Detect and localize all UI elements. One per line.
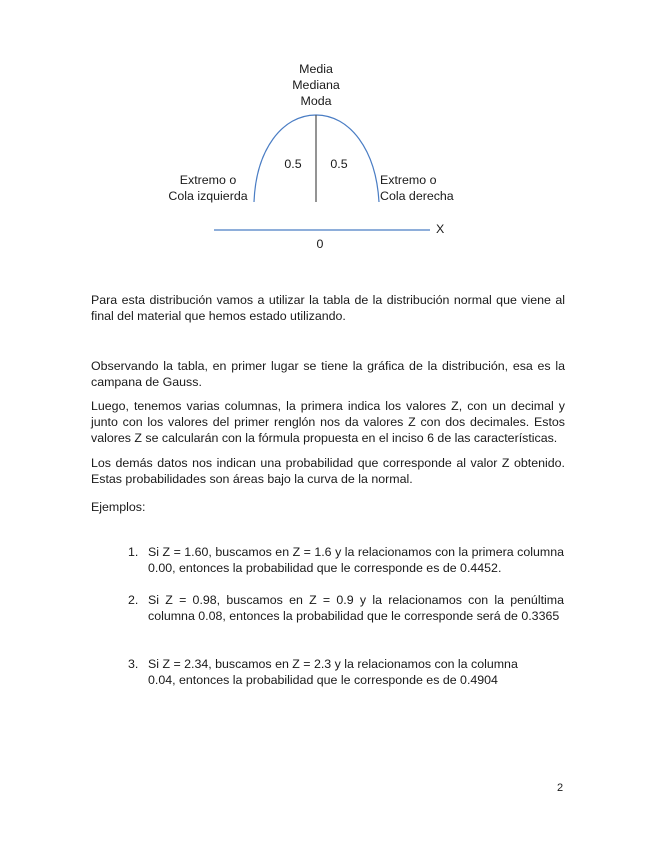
paragraph-probabilities: Los demás datos nos indican una probabilidad que corresponde al valor Z obtenido. Estas probabilidades son áreas bajo la curva de la normal. <box>91 456 565 487</box>
page-number: 2 <box>557 782 564 794</box>
example-number: 2. <box>128 593 139 607</box>
example-number: 3. <box>128 657 139 671</box>
center-label-moda: Moda <box>300 94 332 108</box>
left-half-probability: 0.5 <box>284 157 302 171</box>
paragraph-gauss-bell: Observando la tabla, en primer lugar se tiene la gráfica de la distribución, esa es la campana de Gauss. <box>91 359 565 390</box>
example-item <box>128 544 564 576</box>
example-text: Si Z = 1.60, buscamos en Z = 1.6 y la relacionamos con la primera columna 0.00, entonces la probabilidad que le corresponde es de 0.4452. <box>148 545 564 576</box>
left-tail-label-line1: Extremo o <box>179 173 237 187</box>
example-number: 1. <box>128 545 139 559</box>
paragraph-examples-heading: Ejemplos: <box>91 500 146 514</box>
center-label-media: Media <box>299 62 333 76</box>
example-item <box>128 656 538 688</box>
example-text: Si Z = 2.34, buscamos en Z = 2.3 y la relacionamos con la columna 0.04, entonces la probabilidad que le corresponde es de 0.4904 <box>148 657 518 688</box>
paragraph-table-intro: Para esta distribución vamos a utilizar la tabla de la distribución normal que viene al final del material que hemos estado utilizando. <box>91 293 565 324</box>
right-half-probability: 0.5 <box>330 157 348 171</box>
bell-curve-drawing <box>0 0 655 260</box>
right-tail-label-line2: Cola derecha <box>380 189 454 203</box>
paragraph-columns: Luego, tenemos varias columnas, la primera indica los valores Z, con un decimal y junto con los valores del primer renglón nos da valores Z con dos decimales. Estos valores Z se calcularán con la fórmula propuesta en el inciso 6 de las características. <box>91 399 565 446</box>
right-tail-label-line1: Extremo o <box>380 173 437 187</box>
center-label-mediana: Mediana <box>292 78 340 92</box>
x-axis-label: X <box>436 222 445 236</box>
example-text: Si Z = 0.98, buscamos en Z = 0.9 y la relacionamos con la penúltima columna 0.08, entonces la probabilidad que le corresponde será de 0.3365 <box>148 593 564 624</box>
origin-label: 0 <box>316 237 324 251</box>
example-item <box>128 592 564 624</box>
left-tail-label-line2: Cola izquierda <box>168 189 248 203</box>
